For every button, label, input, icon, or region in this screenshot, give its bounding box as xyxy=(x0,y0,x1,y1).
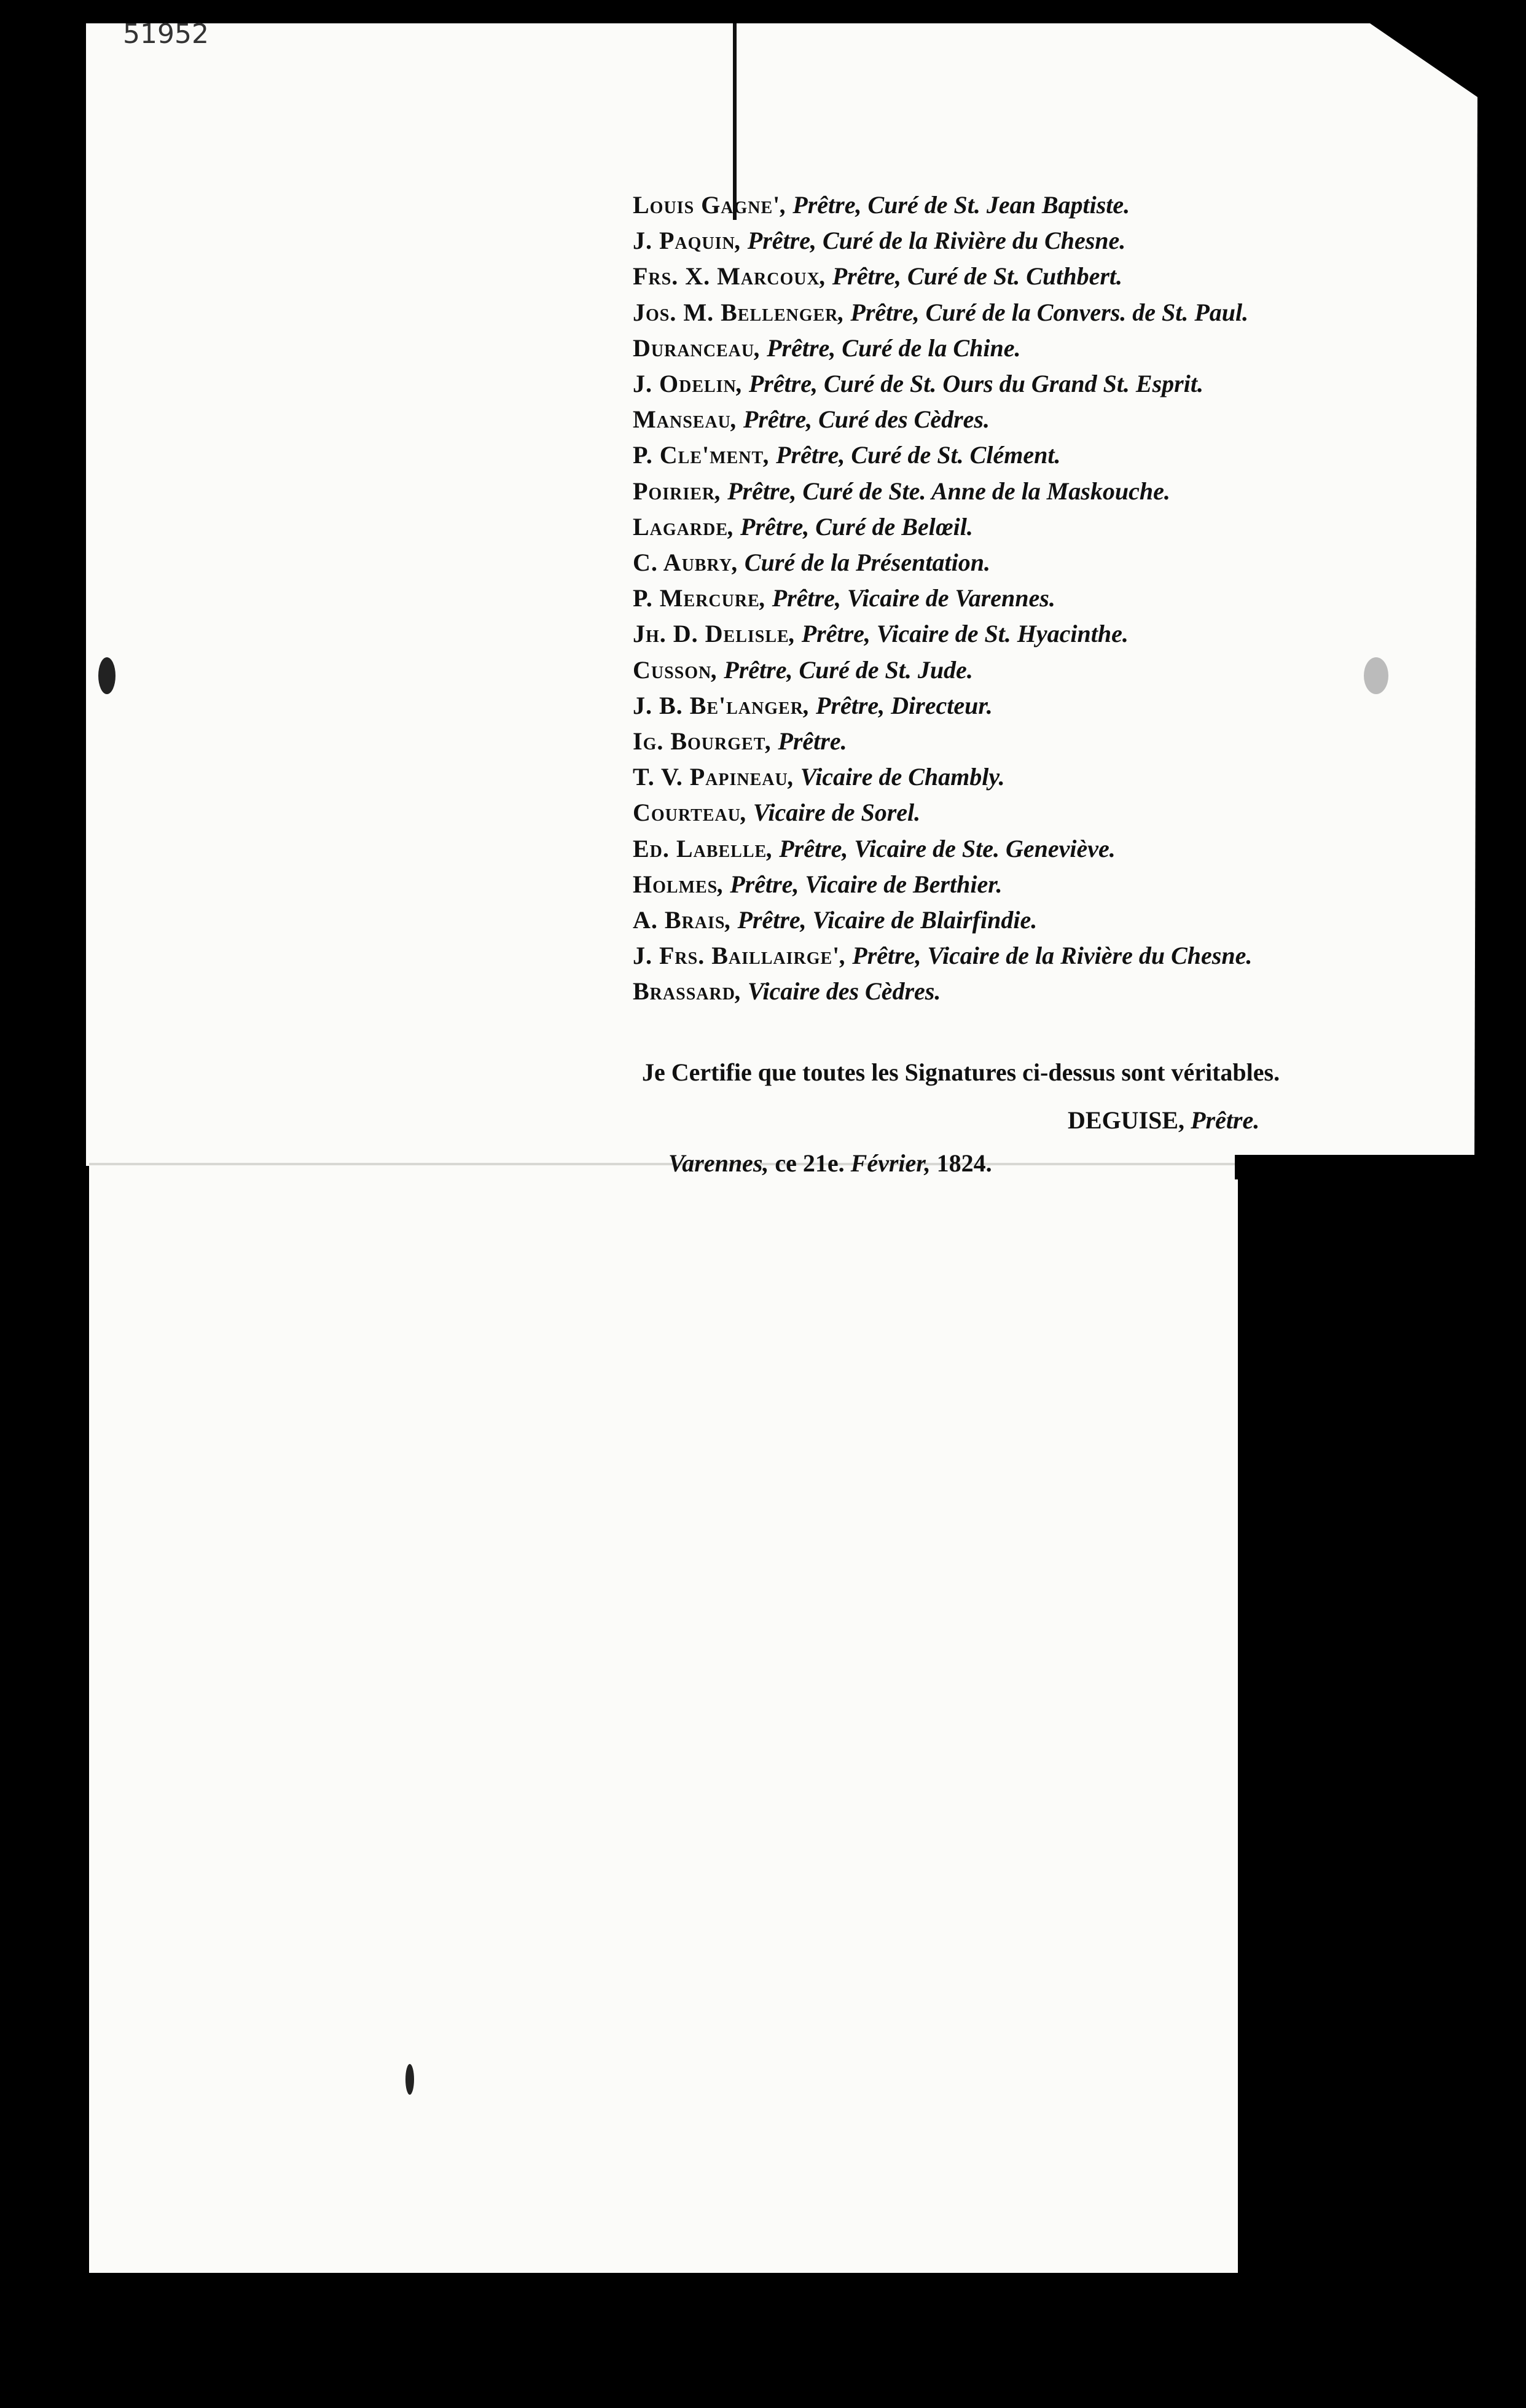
signatory-name: Cusson xyxy=(633,655,712,684)
signatory-title: , Prêtre, Curé de St. Ours du Grand St. Esprit. xyxy=(736,370,1203,398)
signature-row xyxy=(633,474,1358,509)
signatory-title: , Prêtre, Vicaire de Berthier. xyxy=(718,870,1003,898)
certification-statement: Je Certifie que toutes les Signatures ci-dessus sont véritables. xyxy=(642,1058,1280,1086)
signatory-title: , Prêtre, Curé de la Chine. xyxy=(754,334,1021,362)
signature-row xyxy=(633,902,1358,938)
signature-row xyxy=(633,616,1358,652)
signatory-name: T. V. Papineau xyxy=(633,763,788,791)
signatory-title: , Prêtre, Curé de Belœil. xyxy=(728,512,973,541)
signatory-name: Frs. X. Marcoux xyxy=(633,262,820,291)
signatory-name: Brassard xyxy=(633,977,735,1006)
signatory-title: , Prêtre, Directeur. xyxy=(803,691,993,719)
signature-row xyxy=(633,545,1358,580)
signatory-name: Louis Gagne' xyxy=(633,191,781,219)
signatory-title: , Prêtre, Curé de la Rivière du Chesne. xyxy=(735,227,1126,255)
signatory-name: Poirier xyxy=(633,477,716,505)
signatory-title: , Vicaire de Chambly. xyxy=(788,763,1005,791)
signatory-name: Jos. M. Bellenger xyxy=(633,298,839,326)
signature-row xyxy=(633,580,1358,616)
signature-row xyxy=(633,795,1358,831)
day: ce 21e. xyxy=(775,1149,845,1177)
signatory-name: Ig. Bourget xyxy=(633,727,766,756)
signature-list xyxy=(633,187,1358,1010)
signature-row xyxy=(633,366,1358,402)
place: Varennes, xyxy=(668,1149,769,1177)
signature-row xyxy=(633,187,1358,223)
signatory-title: , Prêtre, Vicaire de Varennes. xyxy=(759,584,1055,612)
signatory-title: , Prêtre. xyxy=(765,727,847,756)
signatory-title: , Prêtre, Curé de Ste. Anne de la Maskouche. xyxy=(715,477,1170,505)
signatory-name: Holmes xyxy=(633,870,718,898)
signature-row xyxy=(633,295,1358,330)
stain-mark xyxy=(1364,657,1388,694)
certifier-name: DEGUISE, xyxy=(1068,1106,1185,1134)
ink-blot xyxy=(405,2064,414,2095)
bleed-through-texture xyxy=(197,1229,1118,2150)
signature-row xyxy=(633,330,1358,366)
signatory-name: J. Frs. Baillairge' xyxy=(633,942,840,970)
signature-row xyxy=(633,688,1358,724)
signature-row xyxy=(633,652,1358,688)
certifier-title: Prêtre. xyxy=(1191,1106,1260,1134)
signatory-name: P. Cle'ment xyxy=(633,441,764,469)
signatory-name: C. Aubry xyxy=(633,549,732,577)
signatory-name: A. Brais xyxy=(633,906,726,934)
signature-row xyxy=(633,724,1358,759)
page-fold xyxy=(89,1163,1238,1165)
signatory-title: , Vicaire des Cèdres. xyxy=(735,977,941,1006)
signatory-name: J. Odelin xyxy=(633,370,737,398)
signatory-title: , Prêtre, Curé des Cèdres. xyxy=(730,405,990,434)
signature-row xyxy=(633,974,1358,1009)
signature-row xyxy=(633,223,1358,259)
signatory-name: Manseau xyxy=(633,405,731,434)
signatory-name: Jh. D. Delisle xyxy=(633,620,789,648)
place-date-line xyxy=(668,1149,992,1178)
certifier xyxy=(1068,1106,1259,1135)
month: Février, xyxy=(850,1149,931,1177)
signatory-name: Lagarde xyxy=(633,512,729,541)
signature-row xyxy=(633,402,1358,437)
signature-row xyxy=(633,509,1358,545)
signature-row xyxy=(633,867,1358,902)
signature-row xyxy=(633,437,1358,473)
signatory-title: , Prêtre, Curé de St. Cuthbert. xyxy=(820,262,1123,291)
signatory-title: , Curé de la Présentation. xyxy=(732,549,990,577)
signature-row xyxy=(633,831,1358,867)
signatory-title: , Prêtre, Vicaire de St. Hyacinthe. xyxy=(789,620,1129,648)
signatory-title: , Prêtre, Vicaire de Ste. Geneviève. xyxy=(767,834,1116,862)
signatory-name: Ed. Labelle xyxy=(633,834,767,862)
signatory-title: , Prêtre, Curé de St. Jean Baptiste. xyxy=(780,191,1130,219)
signatory-title: , Prêtre, Curé de St. Jude. xyxy=(711,655,973,684)
signatory-name: J. Paquin xyxy=(633,227,735,255)
signatory-name: J. B. Be'langer xyxy=(633,691,804,719)
ink-blot xyxy=(98,657,115,694)
signatory-title: , Prêtre, Curé de la Convers. de St. Paul. xyxy=(838,298,1249,326)
signatory-title: , Prêtre, Vicaire de la Rivière du Chesne. xyxy=(840,942,1253,970)
year: 1824. xyxy=(936,1149,992,1177)
catalog-number: 51952 xyxy=(123,18,209,50)
signatory-title: , Prêtre, Vicaire de Blairfindie. xyxy=(725,906,1038,934)
signature-row xyxy=(633,259,1358,294)
signatory-name: Duranceau xyxy=(633,334,755,362)
torn-edge xyxy=(1235,1155,1481,1179)
signature-row xyxy=(633,938,1358,974)
signatory-name: Courteau xyxy=(633,799,741,827)
signatory-title: , Prêtre, Curé de St. Clément. xyxy=(764,441,1061,469)
signatory-title: , Vicaire de Sorel. xyxy=(740,799,921,827)
signatory-name: P. Mercure xyxy=(633,584,760,612)
signature-row xyxy=(633,759,1358,795)
